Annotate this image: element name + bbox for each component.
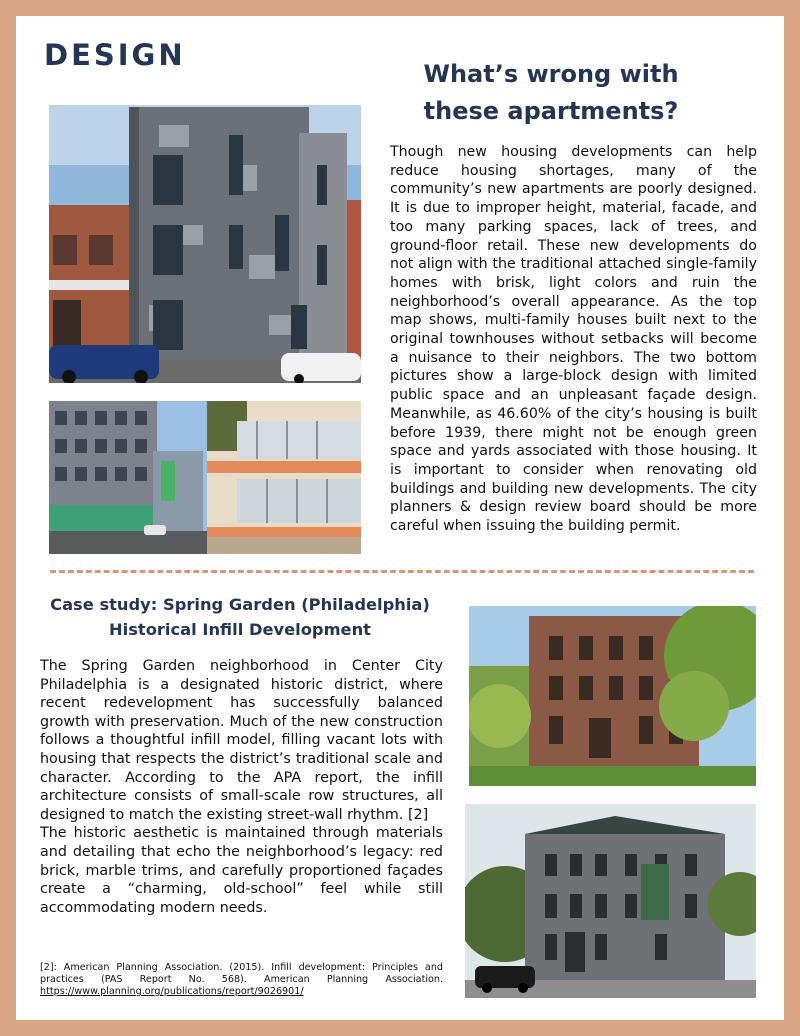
reference-text: [2]: American Planning Association. (2015). Infill development: Principles and practices (PAS Report No. 568). American Planning Association. [40, 962, 443, 985]
case-study-paragraph-1: The Spring Garden neighborhood in Center City Philadelphia is a designated historic district, where recent redevelopment has successfully balanced growth with preservation. Much of the new construction follows a thoughtful infill model, filling vacant lots with housing that respects the district’s traditional scale and character. According to the APA report, the infill architecture consists of small-scale row structures, all designed to match the existing street-wall rhythm. [2] [40, 658, 443, 823]
photo-brownstone [469, 606, 756, 786]
intro-paragraph: Though new housing developments can help reduce housing shortages, many of the community’s new apartments are poorly designed. It is due to improper height, material, facade, and too many parking spaces, lack of trees, and ground-floor retail. These new developments do not align with the traditional attached single-family homes with brisk, light colors and ruin the neighborhood’s overall appearance. As the top map shows, multi-family houses built next to the original townhouses without setbacks will become a nuisance to their neighbors. The two bottom pictures show a large-block design with limited public space and an unpleasant façade design. Meanwhile, as 46.60% of the city’s housing is built before 1939, there might not be enough green space and yards associated with those housing. It is important to consider when renovating old buildings and building new developments. The city planners & design review board should be more careful when issuing the building permit. [390, 144, 757, 535]
case-study-body [40, 657, 443, 917]
page-title: What’s wrong with these apartments? [423, 60, 679, 125]
photo-large-block-street [49, 401, 207, 554]
photo-modern-apartment [49, 105, 361, 383]
photo-stone-mansion [465, 804, 756, 998]
section-label: DESIGN [44, 38, 186, 72]
case-study-title-line2: Historical Infill Development [109, 620, 371, 639]
case-study-title [40, 592, 440, 642]
section-divider [50, 570, 754, 573]
case-study-paragraph-2: The historic aesthetic is maintained through materials and detailing that echo the neighborhood’s legacy: red brick, marble trims, and carefully proportioned façades create a “charming, old-school” feel while still accommodating modern needs. [40, 825, 443, 916]
case-study-title-line1: Case study: Spring Garden (Philadelphia) [50, 595, 430, 614]
photo-unpleasant-facade [207, 401, 361, 554]
page [16, 16, 784, 1020]
reference-link[interactable]: https://www.planning.org/publications/report/9026901/ [40, 986, 304, 997]
reference-note [40, 962, 443, 998]
